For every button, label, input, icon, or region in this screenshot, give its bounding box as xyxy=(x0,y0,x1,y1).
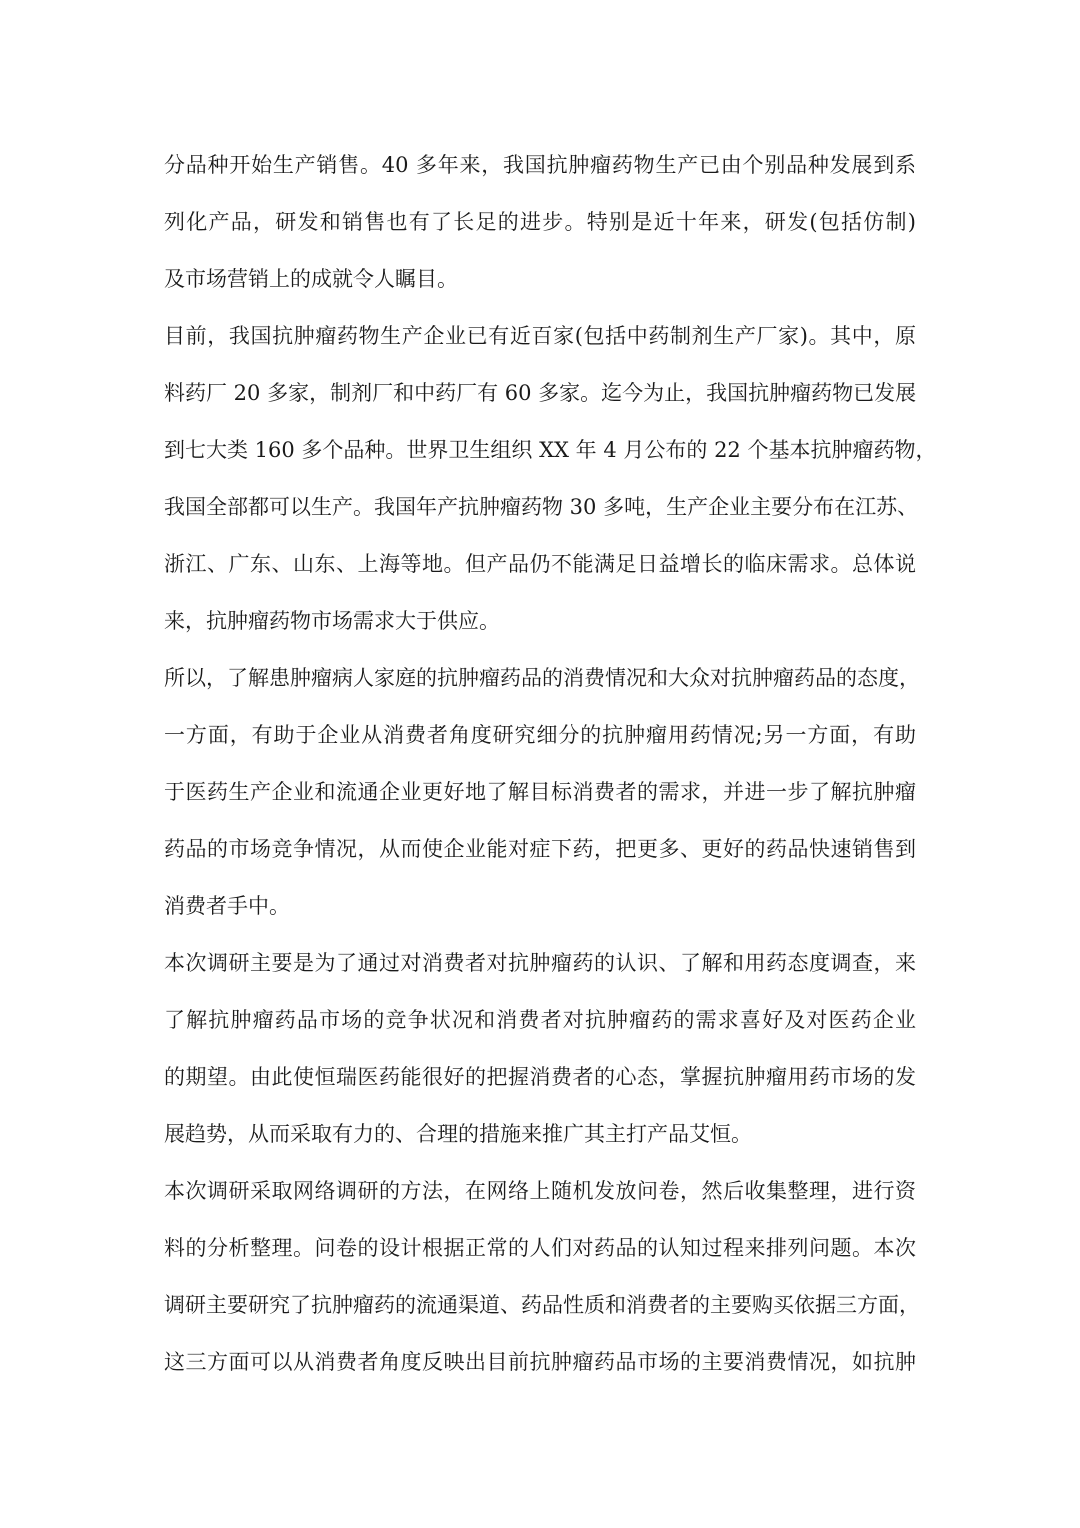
text-line: 料药厂 20 多家，制剂厂和中药厂有 60 多家。迄今为止，我国抗肿瘤药物已发展 xyxy=(164,381,917,405)
text-line: 列化产品，研发和销售也有了长足的进步。特别是近十年来，研发(包括仿制) xyxy=(164,210,916,234)
text-line: 本次调研主要是为了通过对消费者对抗肿瘤药的认识、了解和用药态度调查，来 xyxy=(164,951,916,975)
text-line: 于医药生产企业和流通企业更好地了解目标消费者的需求，并进一步了解抗肿瘤 xyxy=(164,780,916,804)
text-line: 浙江、广东、山东、上海等地。但产品仍不能满足日益增长的临床需求。总体说 xyxy=(164,552,916,576)
text-line: 我国全部都可以生产。我国年产抗肿瘤药物 30 多吨，生产企业主要分布在江苏、 xyxy=(164,495,919,519)
text-line: 及市场营销上的成就令人瞩目。 xyxy=(164,267,458,291)
text-line: 这三方面可以从消费者角度反映出目前抗肿瘤药品市场的主要消费情况，如抗肿 xyxy=(164,1350,916,1374)
text-line: 调研主要研究了抗肿瘤药的流通渠道、药品性质和消费者的主要购买依据三方面， xyxy=(164,1293,920,1317)
text-line: 一方面，有助于企业从消费者角度研究细分的抗肿瘤用药情况;另一方面，有助 xyxy=(164,723,916,747)
text-line: 本次调研采取网络调研的方法，在网络上随机发放问卷，然后收集整理，进行资 xyxy=(164,1179,916,1203)
text-line: 料的分析整理。问卷的设计根据正常的人们对药品的认知过程来排列问题。本次 xyxy=(164,1236,916,1260)
text-line: 药品的市场竞争情况，从而使企业能对症下药，把更多、更好的药品快速销售到 xyxy=(164,837,916,861)
text-line: 的期望。由此使恒瑞医药能很好的把握消费者的心态，掌握抗肿瘤用药市场的发 xyxy=(164,1065,916,1089)
text-line: 目前，我国抗肿瘤药物生产企业已有近百家(包括中药制剂生产厂家)。其中，原 xyxy=(164,324,916,348)
text-line: 所以，了解患肿瘤病人家庭的抗肿瘤药品的消费情况和大众对抗肿瘤药品的态度， xyxy=(164,666,920,690)
text-line: 分品种开始生产销售。40 多年来，我国抗肿瘤药物生产已由个别品种发展到系 xyxy=(164,153,916,177)
text-line: 消费者手中。 xyxy=(164,894,290,918)
text-line: 展趋势，从而采取有力的、合理的措施来推广其主打产品艾恒。 xyxy=(164,1122,752,1146)
text-line: 了解抗肿瘤药品市场的竞争状况和消费者对抗肿瘤药的需求喜好及对医药企业 xyxy=(164,1008,916,1032)
text-line: 来，抗肿瘤药物市场需求大于供应。 xyxy=(164,609,500,633)
text-line: 到七大类 160 多个品种。世界卫生组织 XX 年 4 月公布的 22 个基本抗肿瘤药物， xyxy=(164,438,937,462)
